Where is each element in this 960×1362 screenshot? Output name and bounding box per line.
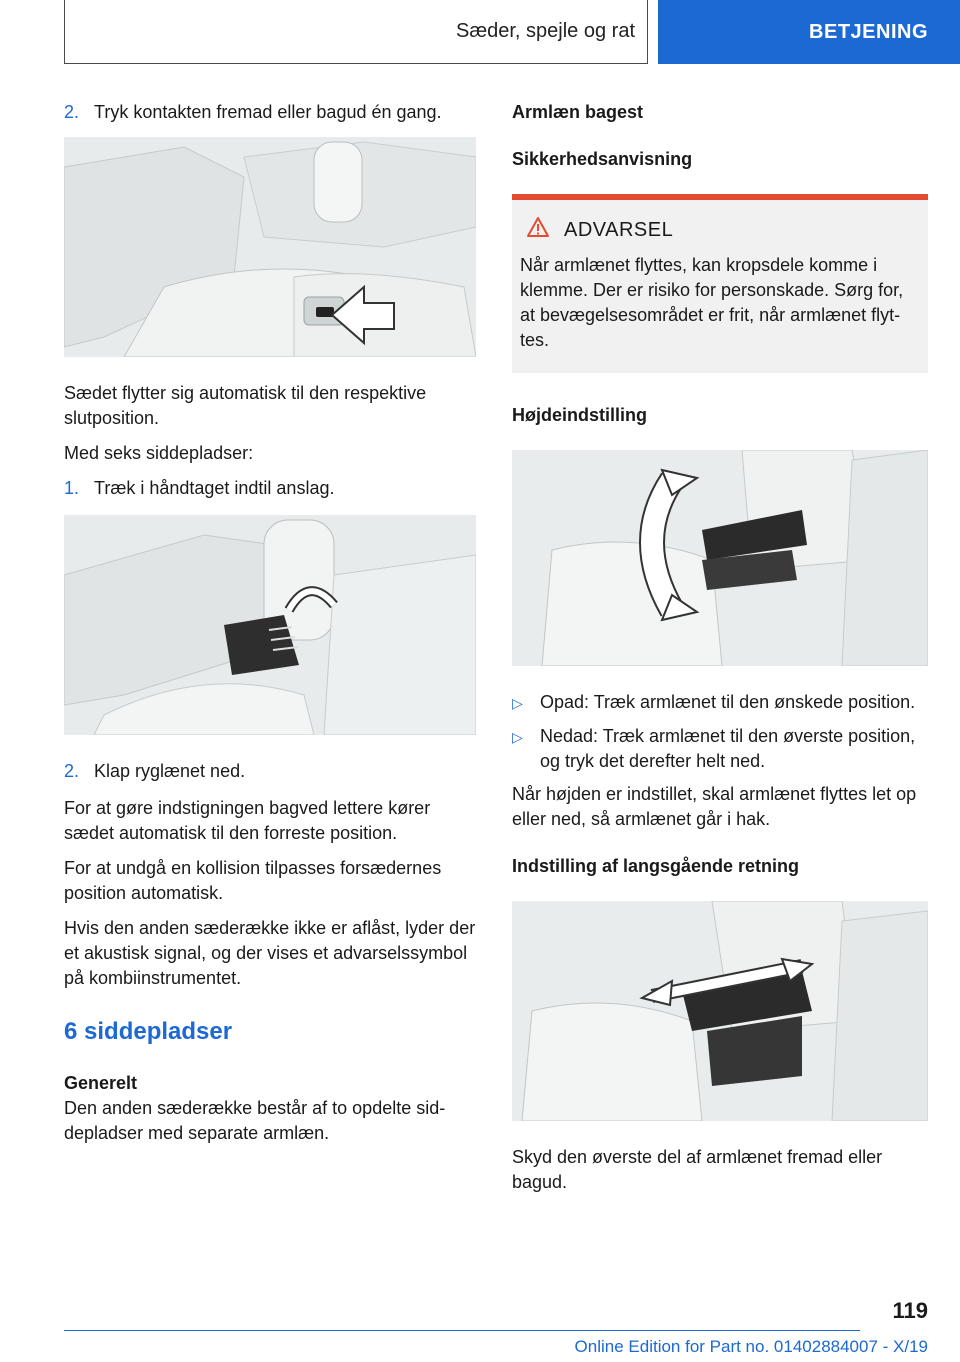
step-text: Tryk kontakten fremad eller bagud én gang. [94, 102, 442, 122]
header-section-title: Sæder, spejle og rat [64, 0, 648, 64]
bullet-up [512, 690, 928, 716]
bullet-text: Opad: Træk armlænet til den ønskede position. [540, 692, 916, 712]
paragraph-six-seats: Med seks siddepladser: [64, 443, 254, 463]
paragraph-engage: Når højden er indstillet, skal armlænet flyttes let op eller ned, så armlænet går i hak. [512, 784, 917, 829]
section-heading-six-seats: 6 siddepladser [64, 1018, 233, 1045]
warning-triangle-icon [526, 216, 550, 245]
paragraph-easy-entry: For at gøre indstigningen bagved lettere kører sædet automatisk til den forreste position. [64, 798, 431, 843]
step-number: 2. [64, 761, 80, 781]
seat-handle-illustration [64, 515, 476, 735]
page-number: 119 [892, 1298, 928, 1323]
armrest-height-illustration [512, 450, 928, 666]
paragraph-signal: Hvis den anden sæderække ikke er aflåst, lyder der et akustisk signal, og der vises et advarselssymbol på kombiinstrumentet. [64, 918, 476, 988]
warning-header [520, 216, 920, 245]
step-number: 2. [64, 102, 80, 122]
heading-longitudinal: Indstilling af langsgående retning [512, 856, 800, 876]
paragraph-slide: Skyd den øverste del af armlænet fremad eller bagud. [512, 1147, 883, 1192]
header-chapter-tab[interactable]: BETJENING [658, 0, 960, 64]
heading-safety-note: Sikkerhedsanvisning [512, 149, 693, 169]
heading-rear-armrest: Armlæn bagest [512, 102, 644, 122]
triangle-right-icon: ▷ [512, 729, 523, 745]
heading-height-adjustment: Højdeindstilling [512, 405, 647, 425]
paragraph-second-row: Den anden sæderække består af to opdelte siddepladser med separate armlæn. [64, 1098, 446, 1143]
left-column [64, 100, 476, 1156]
subheading-general: Generelt [64, 1073, 138, 1093]
step-number: 1. [64, 478, 80, 498]
seat-switch-illustration [64, 137, 476, 357]
bullet-text: Nedad: Træk armlænet til den øverste position, og tryk det derefter helt ned. [540, 726, 916, 771]
step-2-fold-backrest [64, 759, 476, 784]
paragraph-seat-moves: Sædet flytter sig automatisk til den respektive slutposition. [64, 383, 427, 428]
footer-edition[interactable]: Online Edition for Part no. 01402884007 - X/19 [574, 1337, 928, 1356]
step-1-pull-handle [64, 476, 476, 501]
bullet-down [512, 724, 928, 774]
triangle-right-icon: ▷ [512, 695, 523, 711]
right-column [512, 100, 928, 1205]
armrest-slide-illustration [512, 901, 928, 1121]
warning-box [512, 194, 928, 373]
warning-text: Når armlænet flyttes, kan kropsdele komme i klemme. Der er risiko for personskade. Sørg for, at bevægelsesområdet er frit, når armlænet flyttes. [520, 255, 904, 350]
step-2-press-switch [64, 100, 476, 125]
footer-divider [64, 1330, 860, 1331]
step-text: Klap ryglænet ned. [94, 761, 246, 781]
warning-title: ADVARSEL [564, 219, 674, 241]
paragraph-collision: For at undgå en kollision tilpasses forsædernes position automatisk. [64, 858, 442, 903]
step-text: Træk i håndtaget indtil anslag. [94, 478, 335, 498]
